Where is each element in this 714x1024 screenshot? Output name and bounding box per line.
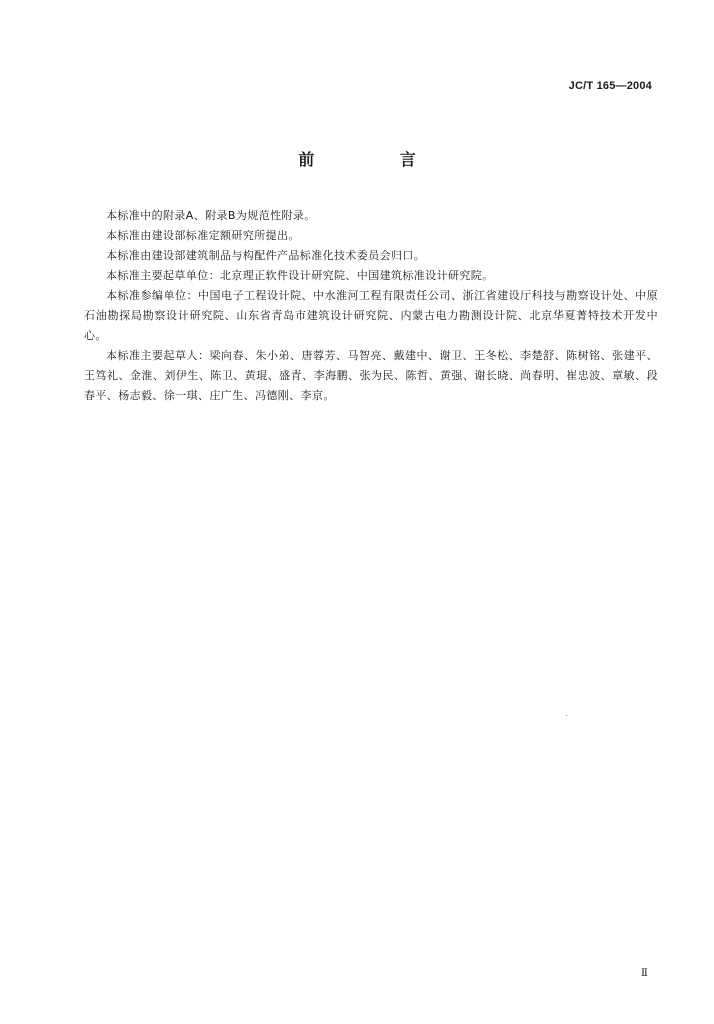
paragraph-drafters: 本标准主要起草人：梁向春、朱小弟、唐蓉芳、马智亮、戴建中、谢卫、王冬松、李楚舒、陈树铭、张建平、王笃礼、金淮、刘伊生、陈卫、黄琨、盛青、李海鹏、张为民、陈哲、黄强、谢长晓、尚春明、崔忠波、章敏、段春平、杨志毅、徐一琪、庄广生、冯德刚、李京。 xyxy=(84,349,658,402)
paragraph-committee: 本标准由建设部建筑制品与构配件产品标准化技术委员会归口。 xyxy=(106,249,426,262)
paragraph-proposer: 本标准由建设部标准定额研究所提出。 xyxy=(106,229,300,242)
paragraph-appendix-note: 本标准中的附录A、附录B为规范性附录。 xyxy=(106,209,316,222)
scan-speck xyxy=(566,715,567,716)
paragraph-participating-units: 本标准参编单位：中国电子工程设计院、中水淮河工程有限责任公司、浙江省建设厅科技与勘察设计处、中原石油勘探局勘察设计研究院、山东省青岛市建筑设计研究院、内蒙古电力勘测设计院、北京华夏菁特技术开发中心。 xyxy=(84,289,658,342)
page-title: 前 言 xyxy=(298,150,456,169)
standard-code: JC/T 165—2004 xyxy=(568,80,652,92)
foreword-body xyxy=(84,206,658,406)
page-number: Ⅱ xyxy=(641,968,648,979)
paragraph-main-drafting-units: 本标准主要起草单位：北京理正软件设计研究院、中国建筑标准设计研究院。 xyxy=(106,269,494,282)
